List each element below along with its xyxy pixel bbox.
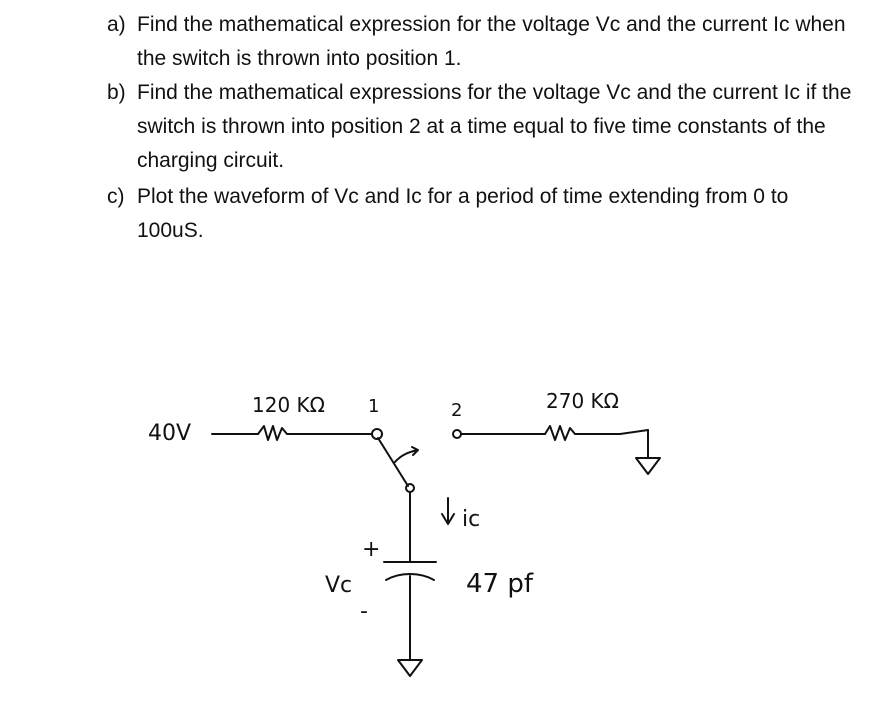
r1-label: 120 KΩ (252, 393, 325, 417)
question-b-text: Find the mathematical expressions for the voltage Vc and the current Ic if the switch is thrown into position 2 at a time equal to five time constants of the charging circuit. (137, 81, 852, 172)
plus-label: + (362, 537, 381, 562)
question-b-label: b) (107, 81, 126, 104)
switch-arrow (395, 447, 418, 462)
ground-symbol-cap (398, 660, 422, 676)
minus-label: - (360, 599, 368, 624)
question-c-label: c) (107, 185, 125, 208)
resistor-r1 (258, 426, 300, 440)
ground-symbol-right (636, 458, 660, 474)
source-voltage-label: 40V (148, 421, 192, 446)
question-a-text: Find the mathematical expression for the voltage Vc and the current Ic when the switch is thrown into position 1. (137, 13, 846, 70)
switch-blade (378, 438, 408, 486)
circuit-diagram (0, 370, 887, 712)
current-arrow (442, 498, 454, 524)
resistor-r2 (545, 426, 648, 440)
r2-label: 270 KΩ (546, 389, 619, 413)
capacitance-label: 47 pf (466, 569, 534, 599)
switch-contact-1 (372, 429, 382, 439)
question-c-text: Plot the waveform of Vc and Ic for a period of time extending from 0 to 100uS. (137, 185, 789, 242)
switch-pivot (406, 484, 414, 492)
switch-contact-2 (453, 430, 461, 438)
vc-label: Vc (325, 573, 353, 598)
pos2-label: 2 (451, 400, 463, 421)
pos1-label: 1 (368, 396, 380, 417)
question-a-label: a) (107, 13, 126, 36)
current-label: ic (462, 507, 481, 532)
